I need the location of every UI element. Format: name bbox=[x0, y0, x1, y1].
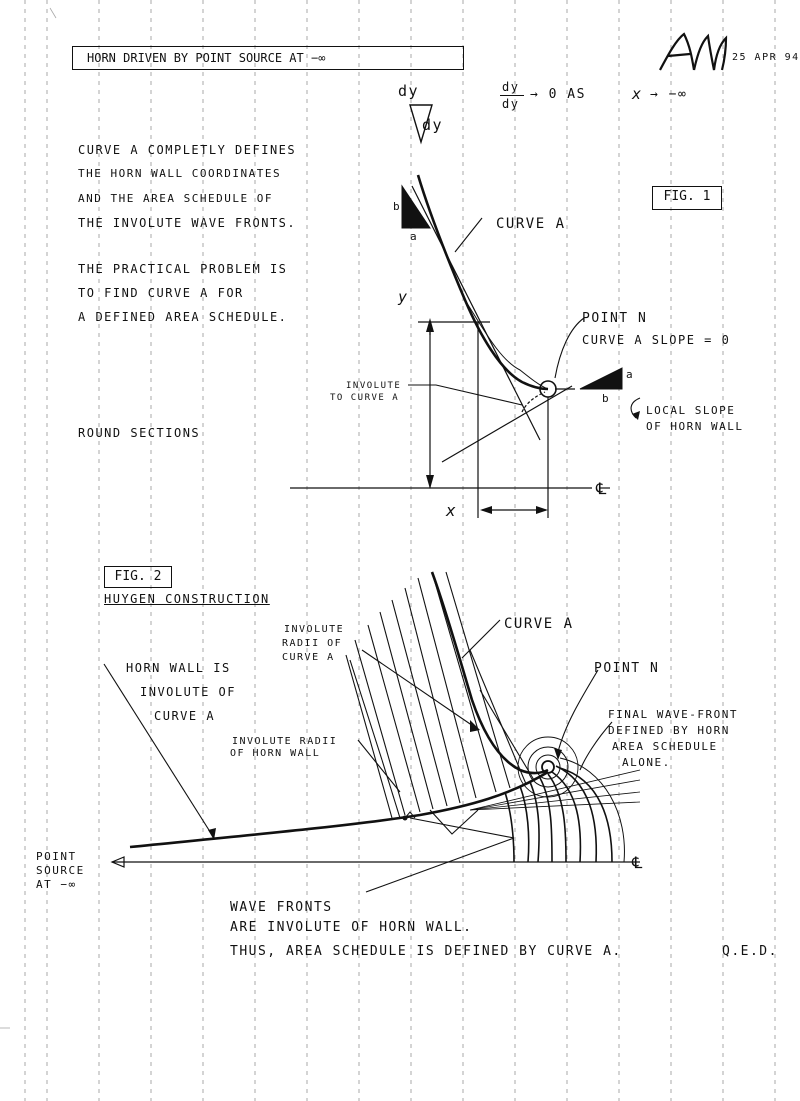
page-date: 25 APR 94 bbox=[732, 52, 800, 63]
fig2-horn-wall-2: INVOLUTE OF bbox=[140, 685, 236, 699]
wave-fronts-label: WAVE FRONTS bbox=[230, 900, 333, 915]
fig2-horn-wall-1: HORN WALL IS bbox=[126, 661, 231, 675]
note-round-sections: ROUND SECTIONS bbox=[78, 426, 201, 440]
condition-limit: → −∞ bbox=[650, 87, 688, 102]
fig1-tri-a-right: a bbox=[626, 368, 635, 381]
fig2-final-2: DEFINED BY HORN bbox=[608, 724, 730, 737]
fig2-inv-wall-1: INVOLUTE RADII bbox=[232, 736, 338, 747]
conclusion-line-2: THUS, AREA SCHEDULE IS DEFINED BY CURVE A. bbox=[230, 944, 622, 959]
signature bbox=[660, 34, 726, 70]
fig2-subtitle: HUYGEN CONSTRUCTION bbox=[104, 592, 270, 606]
fig1-point-n-label: POINT N bbox=[582, 311, 648, 326]
note-line-5: THE PRACTICAL PROBLEM IS bbox=[78, 262, 288, 276]
fig2-leader-radii bbox=[362, 650, 476, 728]
fig1-left-triangle bbox=[402, 186, 430, 228]
fig1-axis-cl: ℄ bbox=[596, 479, 608, 498]
fig1-curve-a-label: CURVE A bbox=[496, 216, 566, 232]
fig2-label: FIG. 2 bbox=[104, 566, 172, 588]
page-title: HORN DRIVEN BY POINT SOURCE AT −∞ bbox=[72, 46, 464, 70]
fig2-involute-radii bbox=[346, 572, 534, 818]
fig2-source-1: POINT bbox=[36, 850, 77, 863]
note-line-6: TO FIND CURVE A FOR bbox=[78, 286, 244, 300]
fig2-final-3: AREA SCHEDULE bbox=[612, 740, 718, 753]
fig2-final-1: FINAL WAVE-FRONT bbox=[608, 708, 738, 721]
note-line-2: THE HORN WALL COORDINATES bbox=[78, 167, 282, 180]
fig1-label: FIG. 1 bbox=[652, 186, 722, 210]
condition-var: x bbox=[632, 85, 643, 103]
fig1-tri-b-right: b bbox=[602, 392, 611, 405]
fig1-right-triangle bbox=[580, 368, 622, 389]
fig2-radii-3: CURVE A bbox=[282, 652, 335, 663]
conclusion-line-1: ARE INVOLUTE OF HORN WALL. bbox=[230, 920, 473, 935]
fig1-involute-2: TO CURVE A bbox=[330, 393, 400, 403]
condition-arrow: → 0 AS bbox=[530, 87, 586, 102]
fig1-involute-1: INVOLUTE bbox=[346, 381, 402, 391]
note-line-3: AND THE AREA SCHEDULE OF bbox=[78, 192, 273, 205]
fig1-tri-a-left: a bbox=[410, 230, 419, 243]
fig1-local-2: OF HORN WALL bbox=[646, 420, 744, 433]
fig2-leader-wave-fronts bbox=[366, 838, 514, 892]
fig2-curve-a-label: CURVE A bbox=[504, 616, 574, 632]
note-line-4: THE INVOLUTE WAVE FRONTS. bbox=[78, 216, 297, 230]
condition-numerator: dy bbox=[502, 80, 520, 94]
fig1-axis-y: y bbox=[398, 288, 409, 306]
conclusion-qed: Q.E.D. bbox=[722, 944, 778, 959]
fig2-source-2: SOURCE bbox=[36, 864, 85, 877]
note-line-7: A DEFINED AREA SCHEDULE. bbox=[78, 310, 288, 324]
fig1-local-1: LOCAL SLOPE bbox=[646, 404, 736, 417]
condition-denominator: dy bbox=[502, 97, 520, 111]
fig1-slope-note: CURVE A SLOPE = 0 bbox=[582, 333, 731, 347]
fig1-axis-x: x bbox=[446, 501, 458, 520]
fig2-source-3: AT −∞ bbox=[36, 878, 77, 891]
fig2-point-n-label: POINT N bbox=[594, 661, 660, 676]
note-line-1: CURVE A COMPLETLY DEFINES bbox=[78, 143, 297, 157]
fig1-dy-top: dy bbox=[398, 82, 420, 100]
fig2-leader-curve-a bbox=[462, 620, 500, 658]
fig2-wave-fronts bbox=[505, 758, 624, 862]
fig2-inv-wall-2: OF HORN WALL bbox=[230, 748, 321, 759]
fig1-dy-side: dy bbox=[422, 116, 444, 134]
fig2-axis-cl: ℄ bbox=[632, 853, 644, 872]
grid-lines bbox=[25, 0, 775, 1101]
condition-fraction-bar bbox=[500, 95, 524, 96]
fig2-horn-wall-3: CURVE A bbox=[154, 709, 216, 723]
fig2-radii-2: RADII OF bbox=[282, 638, 343, 649]
fig2-radii-1: INVOLUTE bbox=[284, 624, 345, 635]
fig1-tri-b-left: b bbox=[393, 200, 402, 213]
fig1-curve-a bbox=[418, 175, 548, 389]
fig2-leader-point-n bbox=[558, 670, 598, 752]
fig2-final-4: ALONE. bbox=[622, 756, 671, 769]
fig2-leader-inv-wall bbox=[358, 740, 400, 792]
